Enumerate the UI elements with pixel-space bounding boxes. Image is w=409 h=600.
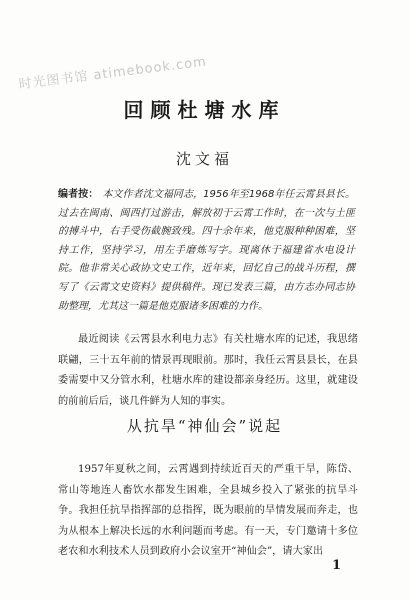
editor-note-label: 编者按： [58, 189, 99, 200]
body-paragraph: 1957年夏秋之间，云霄遇到持续近百天的严重干旱，陈岱、常山等地连人畜饮水都发生困难，全县城乡投入了紧张的抗旱斗争。我担任抗旱指挥部的总指挥，既为眼前的旱情发展而奔走，也为从根本上解决长远的水利问题而考虑。有一天，专门邀请十多位老农和水利技术人员到政府小会议室开“神仙会”，请大家出 [58, 464, 358, 558]
section-heading: 从抗旱“神仙会”说起 [126, 417, 283, 435]
body-paragraph: 最近阅读《云霄县水利电力志》有关杜塘水库的记述，我思绪联翩，三十五年前的情景再现眼前。那时，我任云霄县县长，在县委需要中又分管水利，杜塘水库的建设都亲身经历。这里，就建设的前前后后，谈几件鲜为人知的事实。 [58, 334, 358, 407]
editor-note-text: 本文作者沈文福同志，1956年至1968年任云霄县县长。过去在闽南、闽西打过游击，解放初于云霄工作时，在一次与土匪的搏斗中，右手受伤截腕致残。四十余年来，他克服种种困难，坚持工作，坚持学习，用左手磨炼写字。现离休于福建省水电设计院。他非常关心政协文史工作，近年来，回忆自己的战斗历程，撰写了《云霄文史资料》提供稿件。现已发表三篇，由方志办同志协助整理，尤其这一篇是他克服诸多困难的力作。 [58, 189, 356, 312]
editor-note [58, 186, 355, 316]
author-name: 沈文福 [175, 150, 233, 168]
article-title: 回顾杜塘水库 [123, 98, 286, 122]
watermark: 时光图书馆 atimebook.com [18, 54, 208, 93]
page-number: 1 [332, 558, 342, 573]
